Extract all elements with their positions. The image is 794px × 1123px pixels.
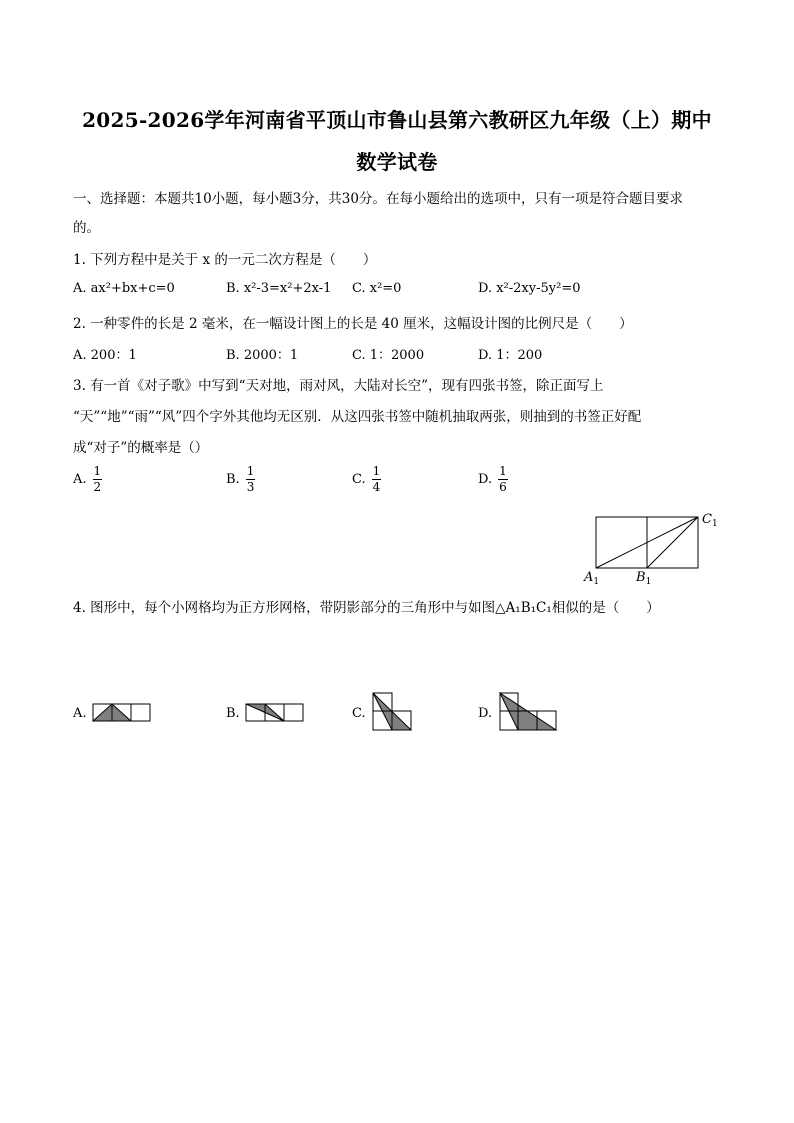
label-c1-letter: C [702, 512, 712, 527]
q2-option-a: A. 200：1 [73, 348, 137, 363]
q3-stem-line2: “天”“地”“雨”“风”四个字外其他均无区别．从这四张书签中随机抽取两张，则抽到的书签正好配 [73, 409, 642, 425]
q3-option-a-label: A. [73, 472, 87, 487]
q3-option-a [73, 464, 102, 495]
q3-option-d [478, 464, 508, 495]
q2-option-b: B. 2000：1 [226, 348, 299, 363]
q4-reference-figure [580, 510, 730, 590]
q3-option-b-label: B. [226, 472, 240, 487]
q3-option-b-fraction [246, 464, 256, 495]
q3-option-d-fraction [498, 464, 508, 495]
q3-option-d-denominator: 6 [499, 480, 507, 494]
q3-option-a-numerator: 1 [93, 464, 102, 478]
q3-option-b [226, 464, 255, 495]
q3-option-b-numerator: 1 [246, 464, 255, 478]
q1-stem: 1. 下列方程中是关于 x 的一元二次方程是（ ） [73, 252, 377, 268]
q3-option-c-numerator: 1 [372, 464, 381, 478]
section-heading: 一、选择题：本题共10小题，每小题3分，共30分。在每小题给出的选项中，只有一项是符合题目要求 [73, 191, 683, 207]
q3-option-b-denominator: 3 [246, 480, 255, 494]
q4-option-d-figure [499, 692, 559, 732]
q4-option-a-label: A. [73, 706, 87, 721]
q3-option-a-denominator: 2 [93, 480, 102, 494]
q4-option-c-label: C. [352, 706, 366, 721]
label-a1-letter: A [584, 570, 594, 585]
section-heading-cont: 的。 [73, 220, 100, 236]
label-a1 [583, 570, 599, 587]
q3-option-c-label: C. [352, 472, 366, 487]
label-c1-sub: 1 [711, 519, 718, 529]
q3-stem-line3: 成“对子”的概率是（） [73, 440, 209, 456]
q4-option-c-figure [372, 692, 416, 732]
q2-option-d: D. 1：200 [478, 348, 543, 363]
q3-option-c [352, 464, 381, 495]
q4-stem: 4. 图形中，每个小网格均为正方形网格，带阴影部分的三角形中与如图△A₁B₁C₁相似的是（ ） [73, 600, 660, 616]
q2-option-c: C. 1：2000 [352, 348, 425, 363]
label-b1-sub: 1 [645, 577, 652, 587]
q3-option-c-fraction [372, 464, 382, 495]
q3-option-d-label: D. [478, 472, 493, 487]
q2-stem: 2. 一种零件的长是 2 毫米，在一幅设计图上的长是 40 厘米，这幅设计图的比例尺是（ ） [73, 316, 633, 332]
exam-title-line2: 数学试卷 [356, 150, 438, 174]
label-b1 [635, 570, 651, 587]
exam-title-line1: 2025-2026学年河南省平顶山市鲁山县第六教研区九年级（上）期中 [82, 108, 712, 132]
q3-option-d-numerator: 1 [499, 464, 507, 478]
label-c1 [702, 512, 718, 529]
q4-option-d-label: D. [478, 706, 493, 721]
q3-option-c-denominator: 4 [372, 480, 381, 494]
q3-option-a-fraction [93, 464, 103, 495]
q4-option-b-figure [246, 703, 306, 725]
q1-option-c: C. x²=0 [352, 281, 402, 296]
q3-stem-line1: 3. 有一首《对子歌》中写到“天对地，雨对风，大陆对长空”，现有四张书签，除正面写上 [73, 378, 604, 394]
q4-option-a-figure [93, 703, 153, 725]
q4-option-b-label: B. [226, 706, 240, 721]
segment-b1-c1 [647, 517, 698, 568]
q1-option-a: A. ax²+bx+c=0 [73, 281, 175, 296]
label-b1-letter: B [636, 570, 646, 585]
q1-option-d: D. x²-2xy-5y²=0 [478, 281, 581, 296]
q1-option-b: B. x²-3=x²+2x-1 [226, 281, 332, 296]
label-a1-sub: 1 [593, 577, 600, 587]
